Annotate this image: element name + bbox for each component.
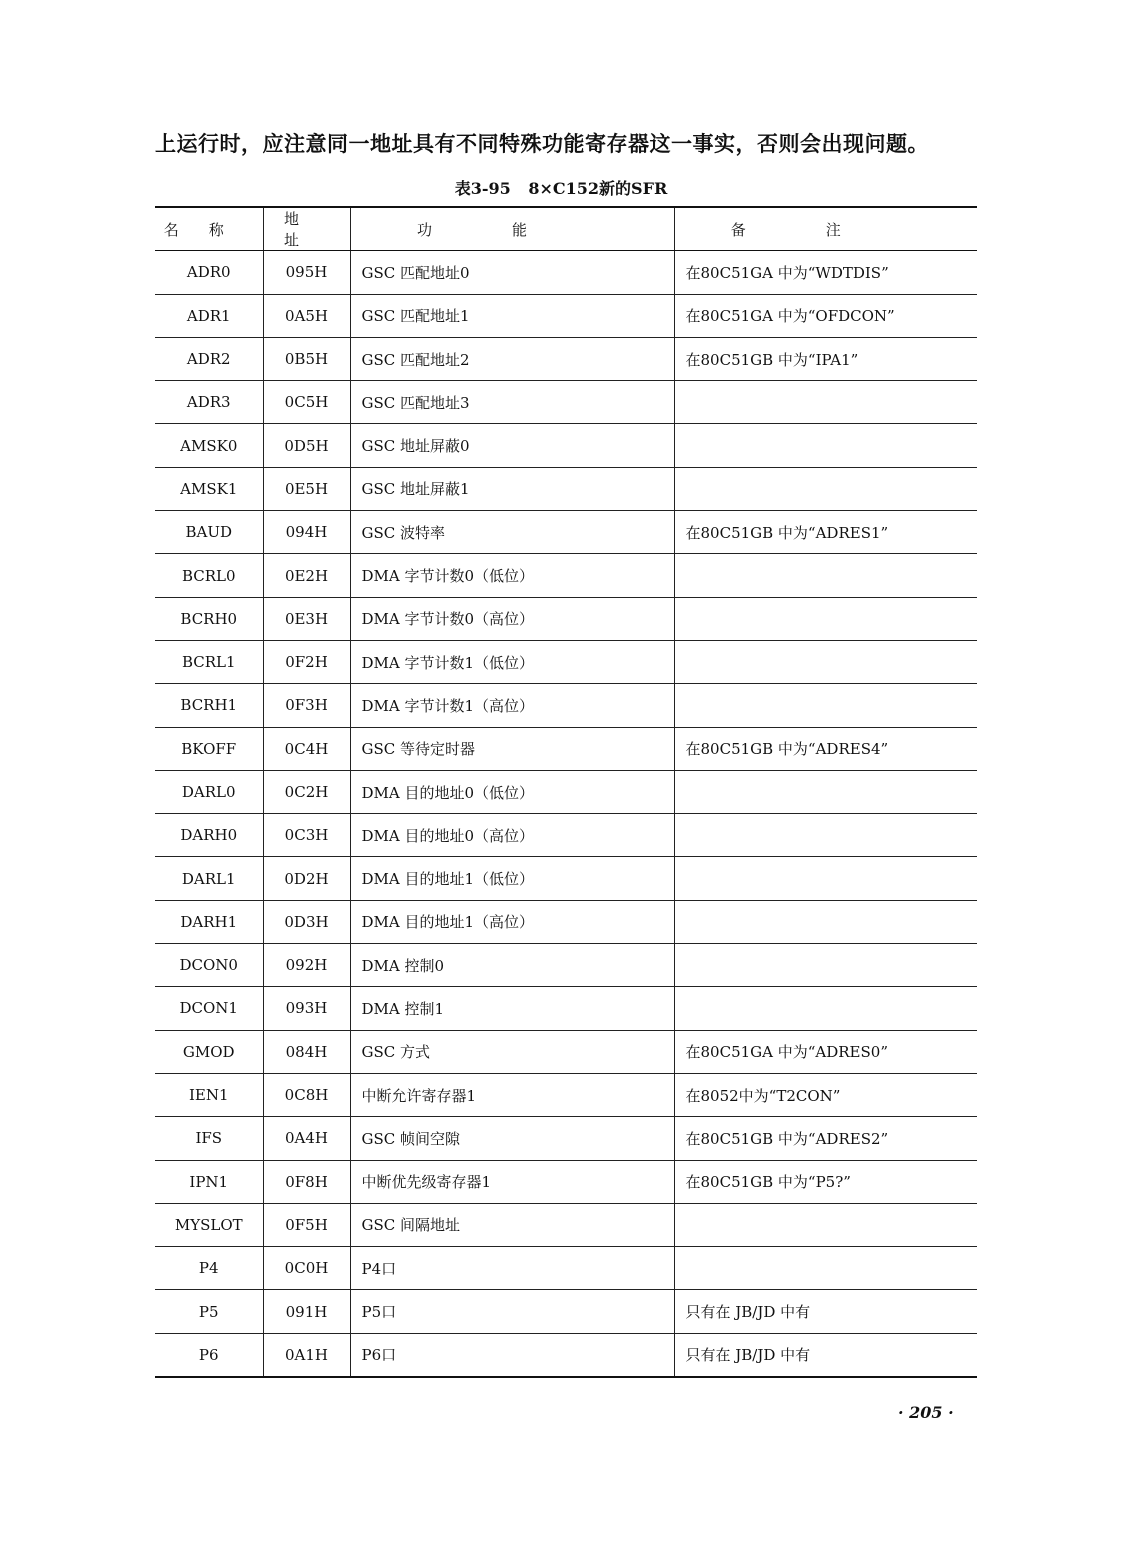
table-row	[155, 337, 977, 380]
cell-function: GSC 匹配地址0	[350, 251, 674, 294]
cell-name: DCON0	[155, 944, 263, 987]
cell-function: DMA 控制0	[350, 944, 674, 987]
cell-function: 中断优先级寄存器1	[350, 1160, 674, 1203]
cell-function: DMA 字节计数0（高位）	[350, 597, 674, 640]
cell-address: 0C5H	[263, 381, 350, 424]
cell-remarks	[674, 1203, 977, 1246]
cell-name: BCRH1	[155, 684, 263, 727]
table-row	[155, 1247, 977, 1290]
cell-remarks	[674, 814, 977, 857]
cell-remarks: 在8052中为“T2CON”	[674, 1073, 977, 1116]
cell-address: 0F3H	[263, 684, 350, 727]
cell-name: BCRL0	[155, 554, 263, 597]
cell-function: GSC 地址屏蔽0	[350, 424, 674, 467]
cell-name: BCRL1	[155, 640, 263, 683]
cell-remarks	[674, 857, 977, 900]
cell-name: ADR1	[155, 294, 263, 337]
table-row	[155, 1160, 977, 1203]
cell-remarks: 在80C51GB 中为“ADRES2”	[674, 1117, 977, 1160]
table-row	[155, 511, 977, 554]
cell-remarks: 在80C51GA 中为“WDTDIS”	[674, 251, 977, 294]
cell-address: 0D5H	[263, 424, 350, 467]
cell-remarks	[674, 770, 977, 813]
cell-function: GSC 间隔地址	[350, 1203, 674, 1246]
cell-remarks: 在80C51GB 中为“P5?”	[674, 1160, 977, 1203]
cell-address: 0C8H	[263, 1073, 350, 1116]
cell-function: DMA 目的地址0（高位）	[350, 814, 674, 857]
cell-remarks	[674, 987, 977, 1030]
cell-name: DARH0	[155, 814, 263, 857]
cell-name: ADR2	[155, 337, 263, 380]
cell-function: P6口	[350, 1333, 674, 1377]
cell-remarks	[674, 424, 977, 467]
cell-function: GSC 匹配地址2	[350, 337, 674, 380]
cell-remarks	[674, 944, 977, 987]
cell-address: 094H	[263, 511, 350, 554]
cell-name: BCRH0	[155, 597, 263, 640]
table-title: 8×C152新的SFR	[528, 179, 668, 198]
table-row	[155, 381, 977, 424]
cell-remarks: 在80C51GB 中为“IPA1”	[674, 337, 977, 380]
page-number: · 205 ·	[898, 1403, 954, 1422]
header-address: 地址	[263, 207, 350, 251]
cell-name: DCON1	[155, 987, 263, 1030]
cell-name: P6	[155, 1333, 263, 1377]
header-remarks: 备注	[674, 207, 977, 251]
cell-remarks	[674, 597, 977, 640]
cell-function: DMA 字节计数1（低位）	[350, 640, 674, 683]
cell-address: 095H	[263, 251, 350, 294]
cell-address: 084H	[263, 1030, 350, 1073]
table-number: 表3-95	[454, 179, 511, 198]
cell-name: ADR0	[155, 251, 263, 294]
cell-function: 中断允许寄存器1	[350, 1073, 674, 1116]
table-row	[155, 554, 977, 597]
table-row	[155, 251, 977, 294]
cell-name: MYSLOT	[155, 1203, 263, 1246]
cell-name: AMSK1	[155, 467, 263, 510]
cell-function: DMA 目的地址0（低位）	[350, 770, 674, 813]
table-caption	[0, 176, 1122, 199]
cell-name: DARL1	[155, 857, 263, 900]
cell-address: 0F5H	[263, 1203, 350, 1246]
cell-address: 0F8H	[263, 1160, 350, 1203]
cell-remarks	[674, 467, 977, 510]
cell-function: GSC 匹配地址3	[350, 381, 674, 424]
cell-address: 092H	[263, 944, 350, 987]
table-row	[155, 294, 977, 337]
table-row	[155, 1203, 977, 1246]
table-row	[155, 1030, 977, 1073]
table-row	[155, 1073, 977, 1116]
cell-address: 0C3H	[263, 814, 350, 857]
cell-function: GSC 帧间空隙	[350, 1117, 674, 1160]
cell-name: BKOFF	[155, 727, 263, 770]
header-function: 功能	[350, 207, 674, 251]
cell-address: 093H	[263, 987, 350, 1030]
cell-remarks	[674, 1247, 977, 1290]
cell-name: DARL0	[155, 770, 263, 813]
table-row	[155, 424, 977, 467]
cell-remarks	[674, 381, 977, 424]
table-row	[155, 1333, 977, 1377]
cell-address: 0E5H	[263, 467, 350, 510]
cell-address: 091H	[263, 1290, 350, 1333]
table-row	[155, 1117, 977, 1160]
cell-address: 0C0H	[263, 1247, 350, 1290]
cell-name: IFS	[155, 1117, 263, 1160]
cell-name: ADR3	[155, 381, 263, 424]
header-name: 名称	[155, 207, 263, 251]
cell-remarks: 在80C51GA 中为“OFDCON”	[674, 294, 977, 337]
cell-function: DMA 目的地址1（高位）	[350, 900, 674, 943]
cell-name: AMSK0	[155, 424, 263, 467]
cell-name: P5	[155, 1290, 263, 1333]
table-row	[155, 987, 977, 1030]
table-row	[155, 640, 977, 683]
table-row	[155, 727, 977, 770]
table-row	[155, 944, 977, 987]
cell-remarks: 只有在 JB/JD 中有	[674, 1333, 977, 1377]
cell-remarks: 在80C51GA 中为“ADRES0”	[674, 1030, 977, 1073]
cell-name: GMOD	[155, 1030, 263, 1073]
cell-name: IEN1	[155, 1073, 263, 1116]
table-row	[155, 684, 977, 727]
table-row	[155, 597, 977, 640]
sfr-table	[155, 206, 977, 1378]
cell-function: GSC 地址屏蔽1	[350, 467, 674, 510]
table-row	[155, 1290, 977, 1333]
cell-address: 0F2H	[263, 640, 350, 683]
intro-paragraph: 上运行时，应注意同一地址具有不同特殊功能寄存器这一事实，否则会出现问题。	[155, 131, 929, 156]
cell-function: DMA 目的地址1（低位）	[350, 857, 674, 900]
cell-function: GSC 匹配地址1	[350, 294, 674, 337]
cell-address: 0A5H	[263, 294, 350, 337]
cell-function: DMA 字节计数1（高位）	[350, 684, 674, 727]
cell-name: P4	[155, 1247, 263, 1290]
cell-address: 0E3H	[263, 597, 350, 640]
cell-name: IPN1	[155, 1160, 263, 1203]
cell-address: 0D3H	[263, 900, 350, 943]
cell-function: P4口	[350, 1247, 674, 1290]
table-body	[155, 251, 977, 1377]
cell-address: 0A1H	[263, 1333, 350, 1377]
table-row	[155, 467, 977, 510]
cell-address: 0B5H	[263, 337, 350, 380]
cell-remarks: 在80C51GB 中为“ADRES4”	[674, 727, 977, 770]
cell-remarks	[674, 900, 977, 943]
cell-name: BAUD	[155, 511, 263, 554]
cell-function: P5口	[350, 1290, 674, 1333]
cell-remarks: 在80C51GB 中为“ADRES1”	[674, 511, 977, 554]
cell-address: 0D2H	[263, 857, 350, 900]
cell-address: 0C2H	[263, 770, 350, 813]
cell-remarks	[674, 640, 977, 683]
cell-function: DMA 字节计数0（低位）	[350, 554, 674, 597]
cell-remarks: 只有在 JB/JD 中有	[674, 1290, 977, 1333]
cell-function: DMA 控制1	[350, 987, 674, 1030]
cell-remarks	[674, 554, 977, 597]
cell-address: 0A4H	[263, 1117, 350, 1160]
cell-address: 0E2H	[263, 554, 350, 597]
cell-function: GSC 波特率	[350, 511, 674, 554]
cell-function: GSC 方式	[350, 1030, 674, 1073]
table-header-row	[155, 207, 977, 251]
cell-address: 0C4H	[263, 727, 350, 770]
cell-remarks	[674, 684, 977, 727]
table-row	[155, 770, 977, 813]
cell-name: DARH1	[155, 900, 263, 943]
table-row	[155, 900, 977, 943]
table-row	[155, 814, 977, 857]
table-row	[155, 857, 977, 900]
cell-function: GSC 等待定时器	[350, 727, 674, 770]
